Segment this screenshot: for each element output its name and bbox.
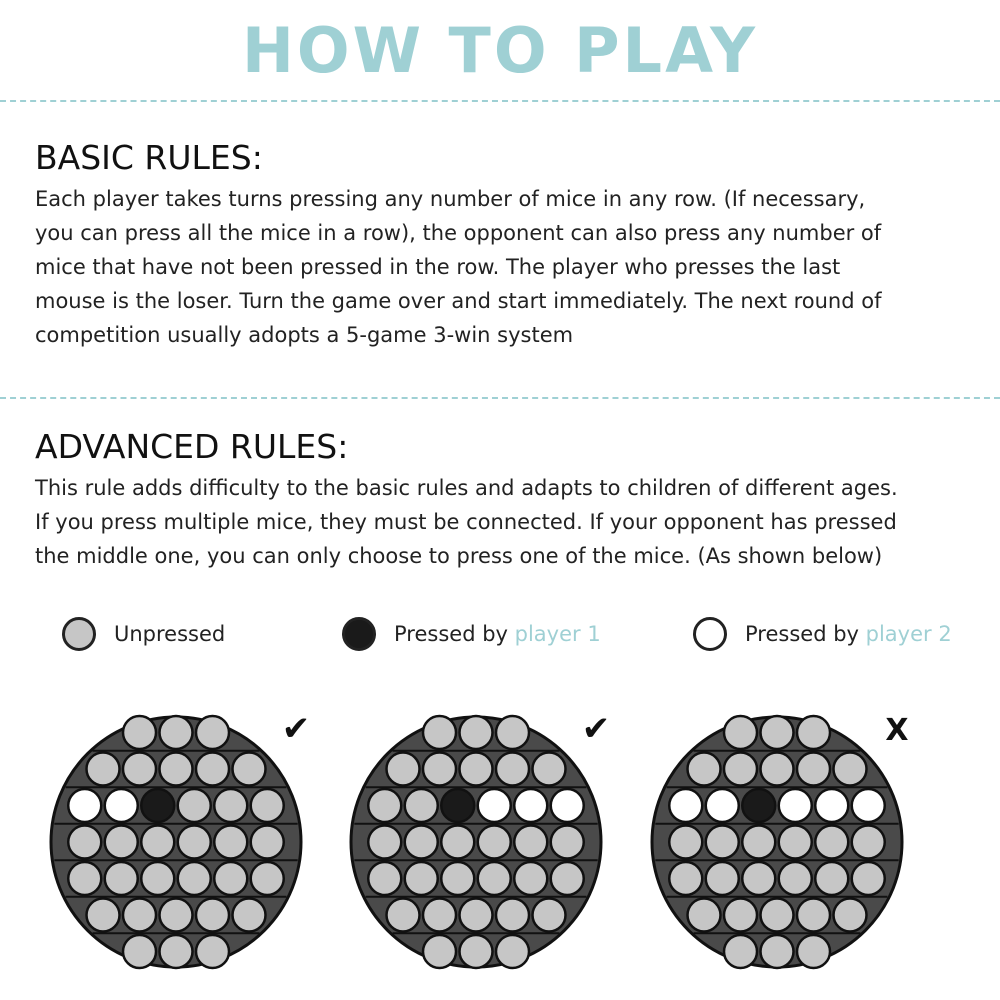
player2-bubble: [514, 789, 547, 822]
unpressed-bubble: [496, 935, 529, 968]
unpressed-bubble: [387, 899, 420, 932]
unpressed-bubble: [478, 826, 511, 859]
unpressed-bubble: [160, 899, 193, 932]
unpressed-bubble: [251, 826, 284, 859]
unpressed-bubble: [688, 753, 721, 786]
unpressed-bubble: [742, 862, 775, 895]
unpressed-bubble: [68, 862, 101, 895]
unpressed-bubble: [441, 826, 474, 859]
basic-rules-line: competition usually adopts a 5-game 3-win system: [35, 323, 574, 347]
unpressed-bubble: [533, 753, 566, 786]
unpressed-bubble: [514, 826, 547, 859]
unpressed-bubble: [251, 789, 284, 822]
unpressed-bubble: [551, 862, 584, 895]
unpressed-bubble: [178, 826, 211, 859]
unpressed-bubble: [196, 753, 229, 786]
cross-icon: X: [885, 713, 909, 748]
unpressed-bubble: [797, 899, 830, 932]
unpressed-bubble: [196, 935, 229, 968]
basic-rules-line: you can press all the mice in a row), the opponent can also press any number of: [35, 221, 882, 245]
unpressed-bubble: [478, 862, 511, 895]
board-valid-1: [51, 709, 310, 968]
legend-player2: [693, 612, 952, 656]
player2-bubble: [706, 789, 739, 822]
unpressed-bubble: [214, 826, 247, 859]
basic-rules-line: mouse is the loser. Turn the game over and start immediately. The next round of: [35, 289, 882, 313]
legend-unpressed: [62, 612, 225, 656]
unpressed-bubble: [797, 716, 830, 749]
legend-player2-prefix: Pressed by: [745, 622, 866, 646]
unpressed-bubble: [214, 789, 247, 822]
unpressed-bubble: [160, 935, 193, 968]
advanced-rules-heading: ADVANCED RULES:: [35, 427, 349, 466]
unpressed-bubble: [460, 753, 493, 786]
unpressed-bubble: [496, 753, 529, 786]
unpressed-bubble: [123, 716, 156, 749]
unpressed-bubble: [724, 753, 757, 786]
unpressed-bubble: [251, 862, 284, 895]
unpressed-bubble: [852, 862, 885, 895]
unpressed-bubble: [761, 899, 794, 932]
unpressed-bubble: [405, 789, 438, 822]
unpressed-bubble: [797, 753, 830, 786]
unpressed-bubble: [123, 899, 156, 932]
unpressed-bubble: [706, 862, 739, 895]
advanced-rules-line: This rule adds difficulty to the basic rules and adapts to children of different ages.: [35, 476, 898, 500]
player2-bubble: [478, 789, 511, 822]
player1-bubble: [441, 789, 474, 822]
unpressed-bubble: [368, 826, 401, 859]
unpressed-bubble: [387, 753, 420, 786]
unpressed-bubble: [160, 716, 193, 749]
unpressed-bubble: [368, 862, 401, 895]
unpressed-bubble: [724, 899, 757, 932]
unpressed-bubble: [214, 862, 247, 895]
unpressed-bubble: [405, 862, 438, 895]
unpressed-bubble: [688, 899, 721, 932]
unpressed-bubble: [724, 935, 757, 968]
unpressed-bubble: [233, 753, 266, 786]
unpressed-bubble: [779, 862, 812, 895]
player2-bubble: [779, 789, 812, 822]
unpressed-bubble: [423, 716, 456, 749]
unpressed-bubble: [761, 935, 794, 968]
unpressed-bubble: [706, 826, 739, 859]
unpressed-bubble: [441, 862, 474, 895]
unpressed-bubble: [533, 899, 566, 932]
unpressed-bubble: [669, 862, 702, 895]
checkmark-icon: ✔: [281, 709, 311, 749]
player2-bubble: [815, 789, 848, 822]
unpressed-bubble: [423, 753, 456, 786]
unpressed-bubble: [834, 753, 867, 786]
unpressed-bubble: [141, 862, 174, 895]
unpressed-bubble: [460, 716, 493, 749]
header-divider: [0, 100, 1000, 102]
unpressed-bubble: [496, 899, 529, 932]
basic-rules-line: Each player takes turns pressing any number of mice in any row. (If necessary,: [35, 187, 866, 211]
player2-bubble: [68, 789, 101, 822]
page-title: HOW TO PLAY: [241, 14, 759, 87]
legend-player1-label: [394, 622, 601, 646]
player2-bubble: [105, 789, 138, 822]
unpressed-bubble: [160, 753, 193, 786]
advanced-rules-line: If you press multiple mice, they must be connected. If your opponent has pressed: [35, 510, 897, 534]
unpressed-bubble: [123, 935, 156, 968]
player2-circle-icon: [693, 617, 727, 651]
unpressed-bubble: [815, 826, 848, 859]
player1-circle-icon: [342, 617, 376, 651]
unpressed-bubble: [779, 826, 812, 859]
unpressed-bubble: [233, 899, 266, 932]
unpressed-bubble: [797, 935, 830, 968]
unpressed-bubble: [87, 899, 120, 932]
legend-player1-prefix: Pressed by: [394, 622, 515, 646]
unpressed-circle-icon: [62, 617, 96, 651]
board-invalid: [652, 713, 909, 968]
unpressed-bubble: [724, 716, 757, 749]
basic-rules-line: mice that have not been pressed in the row. The player who presses the last: [35, 255, 841, 279]
player2-bubble: [551, 789, 584, 822]
section-divider: [0, 397, 1000, 399]
advanced-rules-text: [35, 471, 980, 573]
player2-bubble: [852, 789, 885, 822]
unpressed-bubble: [514, 862, 547, 895]
board-valid-2: [351, 709, 610, 968]
unpressed-bubble: [761, 716, 794, 749]
legend-player1-name: player 1: [514, 622, 601, 646]
unpressed-bubble: [123, 753, 156, 786]
unpressed-bubble: [834, 899, 867, 932]
unpressed-bubble: [742, 826, 775, 859]
unpressed-bubble: [815, 862, 848, 895]
unpressed-bubble: [68, 826, 101, 859]
basic-rules-heading: BASIC RULES:: [35, 138, 263, 177]
unpressed-bubble: [368, 789, 401, 822]
advanced-rules-line: the middle one, you can only choose to press one of the mice. (As shown below): [35, 544, 883, 568]
unpressed-bubble: [405, 826, 438, 859]
player1-bubble: [742, 789, 775, 822]
unpressed-bubble: [196, 716, 229, 749]
example-boards: [0, 690, 1000, 1000]
legend-player1: [342, 612, 601, 656]
legend-unpressed-label: Unpressed: [114, 622, 226, 646]
unpressed-bubble: [423, 899, 456, 932]
basic-rules-text: [35, 182, 980, 352]
unpressed-bubble: [460, 935, 493, 968]
player1-bubble: [141, 789, 174, 822]
unpressed-bubble: [87, 753, 120, 786]
player2-bubble: [669, 789, 702, 822]
legend-player2-name: player 2: [865, 622, 952, 646]
unpressed-bubble: [423, 935, 456, 968]
unpressed-bubble: [551, 826, 584, 859]
unpressed-bubble: [852, 826, 885, 859]
unpressed-bubble: [669, 826, 702, 859]
unpressed-bubble: [460, 899, 493, 932]
unpressed-bubble: [141, 826, 174, 859]
unpressed-bubble: [496, 716, 529, 749]
checkmark-icon: ✔: [581, 709, 611, 749]
unpressed-bubble: [761, 753, 794, 786]
unpressed-bubble: [196, 899, 229, 932]
unpressed-bubble: [178, 862, 211, 895]
unpressed-bubble: [178, 789, 211, 822]
legend-player2-label: [745, 622, 952, 646]
unpressed-bubble: [105, 862, 138, 895]
unpressed-bubble: [105, 826, 138, 859]
